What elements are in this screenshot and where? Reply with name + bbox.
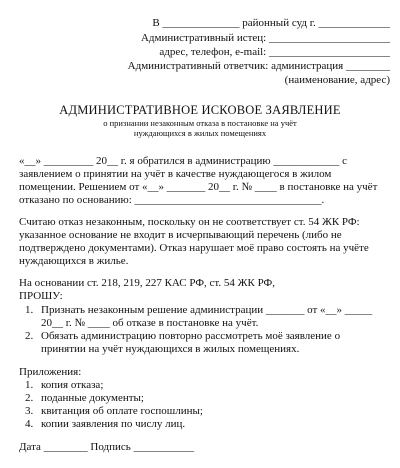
paragraph-line: заявлением о принятии на учёт в качестве нуждающегося в жилом (19, 168, 332, 180)
attachment-number: 3. (25, 405, 34, 417)
address-line: адрес, телефон, e-mail: ______________________ (159, 46, 390, 58)
defendant-note: (наименование, адрес) (284, 74, 390, 86)
attachment-number: 2. (25, 392, 34, 404)
request-text: принятии на учёт нуждающихся в жилых помещениях. (41, 343, 300, 355)
request-text: Обязать администрацию повторно рассмотреть моё заявление о (41, 330, 341, 342)
attachment-number: 1. (25, 379, 34, 391)
document-title: АДМИНИСТРАТИВНОЕ ИСКОВОЕ ЗАЯВЛЕНИЕ (59, 103, 341, 117)
attachment-item: квитанция об оплате госпошлины; (41, 405, 203, 417)
paragraph-line: помещении. Решением от «__» _______ 20__ г. № ____ в постановке на учёт (19, 181, 378, 193)
paragraph-line: отказано по основанию: __________________________________. (19, 194, 325, 206)
legal-basis: На основании ст. 218, 219, 227 КАС РФ, ст. 54 ЖК РФ, (19, 277, 275, 289)
paragraph-line: подтверждено документами). Отказ нарушает моё право состоять на учёте (19, 242, 369, 254)
request-text: 20__ г. № ____ об отказе в постановке на учёт. (41, 317, 259, 329)
court-line: В ______________ районный суд г. _____________ (152, 17, 390, 29)
paragraph-line: «__» _________ 20__ г. я обратился в администрацию ____________ с (19, 155, 348, 167)
defendant-line: Административный ответчик: администрация ________ (127, 60, 390, 72)
request-heading: ПРОШУ: (19, 290, 63, 302)
paragraph-line: указанное основание не входит в исчерпывающий перечень (либо не (19, 229, 342, 241)
attachment-number: 4. (25, 418, 34, 430)
attachment-item: копия отказа; (41, 379, 104, 391)
document-subtitle-line: о признании незаконным отказа в постановке на учёт (103, 118, 297, 128)
request-text: Признать незаконным решение администрации _______ от «__» _____ (41, 304, 373, 316)
paragraph-line: Считаю отказ незаконным, поскольку он не соответствует ст. 54 ЖК РФ: (19, 216, 360, 228)
signature-line: Дата ________ Подпись ___________ (19, 441, 195, 453)
attachment-item: поданные документы; (41, 392, 144, 404)
paragraph-line: нуждающихся в жилье. (19, 255, 129, 267)
document-subtitle-line: нуждающихся в жилых помещениях (133, 128, 267, 138)
request-number: 1. (25, 304, 34, 316)
attachment-item: копии заявления по числу лиц. (41, 418, 186, 430)
attachments-heading: Приложения: (19, 366, 82, 378)
request-number: 2. (25, 330, 34, 342)
plaintiff-line: Административный истец: ______________________ (140, 32, 390, 44)
